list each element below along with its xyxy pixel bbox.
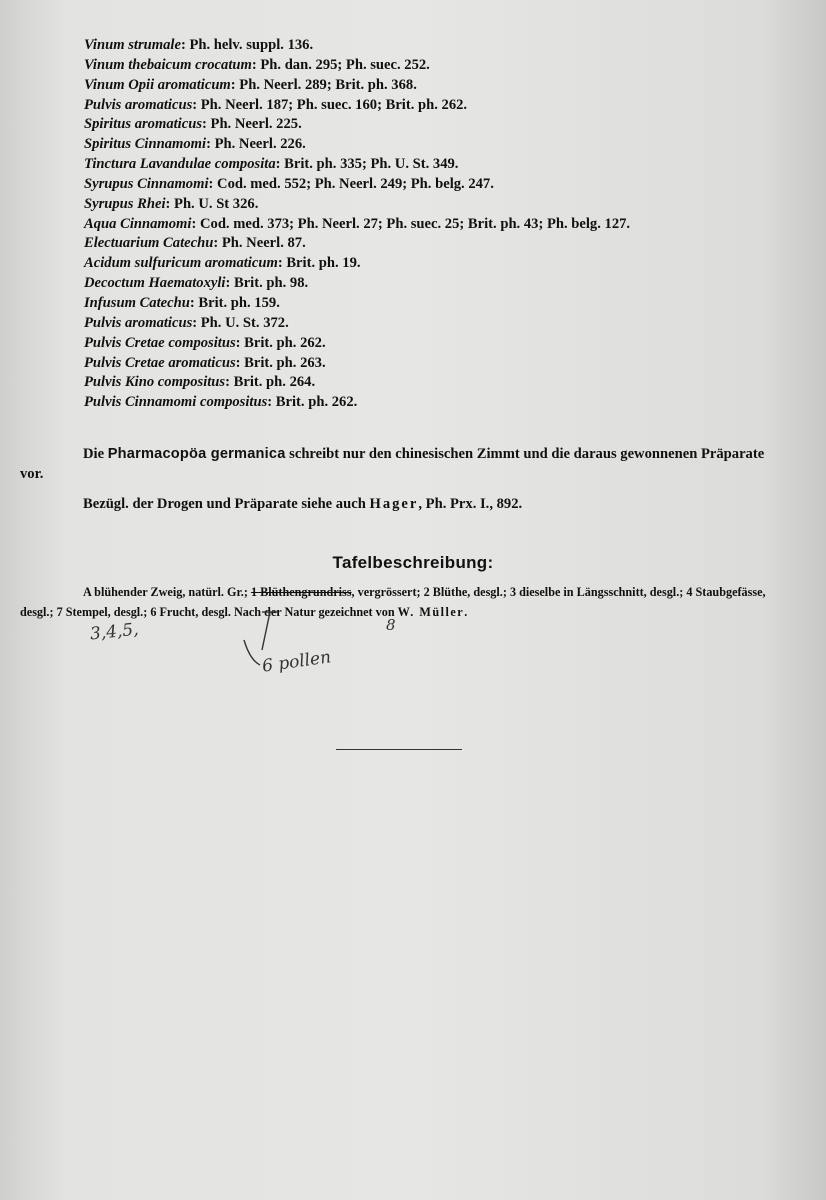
list-item: Spiritus Cinnamomi: Ph. Neerl. 226.: [84, 136, 306, 153]
illustrator-name: W. Müller: [397, 605, 465, 619]
plate-description-heading: Tafelbeschreibung:: [332, 553, 494, 572]
list-item: Tinctura Lavandulae composita: Brit. ph. 335; Ph. U. St. 349.: [84, 156, 459, 173]
list-item: Syrupus Rhei: Ph. U. St 326.: [84, 195, 259, 212]
list-item: Infusum Catechu: Brit. ph. 159.: [84, 294, 280, 311]
list-item: Aqua Cinnamomi: Cod. med. 373; Ph. Neerl. 27; Ph. suec. 25; Brit. ph. 43; Ph. belg. 127.: [84, 215, 631, 232]
pen-stroke-2: [244, 640, 260, 665]
list-item: Spiritus aromaticus: Ph. Neerl. 225.: [84, 116, 302, 133]
section-divider: [336, 749, 462, 750]
list-item: Pulvis Cretae compositus: Brit. ph. 262.: [84, 334, 326, 351]
handwritten-note: 8: [386, 616, 396, 634]
list-item: Electuarium Catechu: Ph. Neerl. 87.: [84, 235, 306, 252]
pharmacopoeia-name: Pharmacopöa germanica: [107, 446, 286, 462]
struck-text: 1 Blüthengrundriss: [250, 585, 352, 599]
list-item: Pulvis aromaticus: Ph. U. St. 372.: [84, 314, 289, 331]
author-name: Hager: [369, 496, 419, 512]
list-item: Acidum sulfuricum aromaticum: Brit. ph. 19.: [84, 255, 361, 272]
plate-description-text: A blühender Zweig, natürl. Gr.; 1 Blüthengrundriss, vergrössert; 2 Blüthe, desgl.; 3 dieselbe in Längsschnitt, desgl.; 4 Staubgefässe, desgl.; 7 Stempel, desgl.; 6 Frucht, desgl. Nach der Natur gezeichnet von W. Müller.: [20, 585, 766, 619]
list-item: Decoctum Haematoxyli: Brit. ph. 98.: [84, 275, 309, 292]
list-item: Vinum thebaicum crocatum: Ph. dan. 295; Ph. suec. 252.: [84, 56, 430, 73]
list-item: Pulvis aromaticus: Ph. Neerl. 187; Ph. suec. 160; Brit. ph. 262.: [84, 96, 468, 113]
reference-paragraph: Bezügl. der Drogen und Präparate siehe auch Hager, Ph. Prx. I., 892.: [83, 496, 523, 512]
handwritten-note: 3,4,5,: [89, 619, 140, 645]
list-item: Pulvis Cretae aromaticus: Brit. ph. 263.: [84, 354, 326, 371]
list-item: Vinum strumale: Ph. helv. suppl. 136.: [84, 37, 314, 53]
list-item: Pulvis Cinnamomi compositus: Brit. ph. 262.: [84, 394, 358, 411]
handwritten-note: 6 pollen: [260, 647, 333, 677]
list-item: Pulvis Kino compositus: Brit. ph. 264.: [84, 374, 316, 391]
pharmacopoeia-paragraph: Die Pharmacopöa germanica schreibt nur den chinesischen Zimmt und die daraus gewonnenen Präparate vor.: [20, 446, 765, 482]
list-item: Vinum Opii aromaticum: Ph. Neerl. 289; Brit. ph. 368.: [84, 76, 417, 93]
pen-stroke-1: [262, 612, 270, 650]
list-item: Syrupus Cinnamomi: Cod. med. 552; Ph. Neerl. 249; Ph. belg. 247.: [84, 175, 494, 192]
